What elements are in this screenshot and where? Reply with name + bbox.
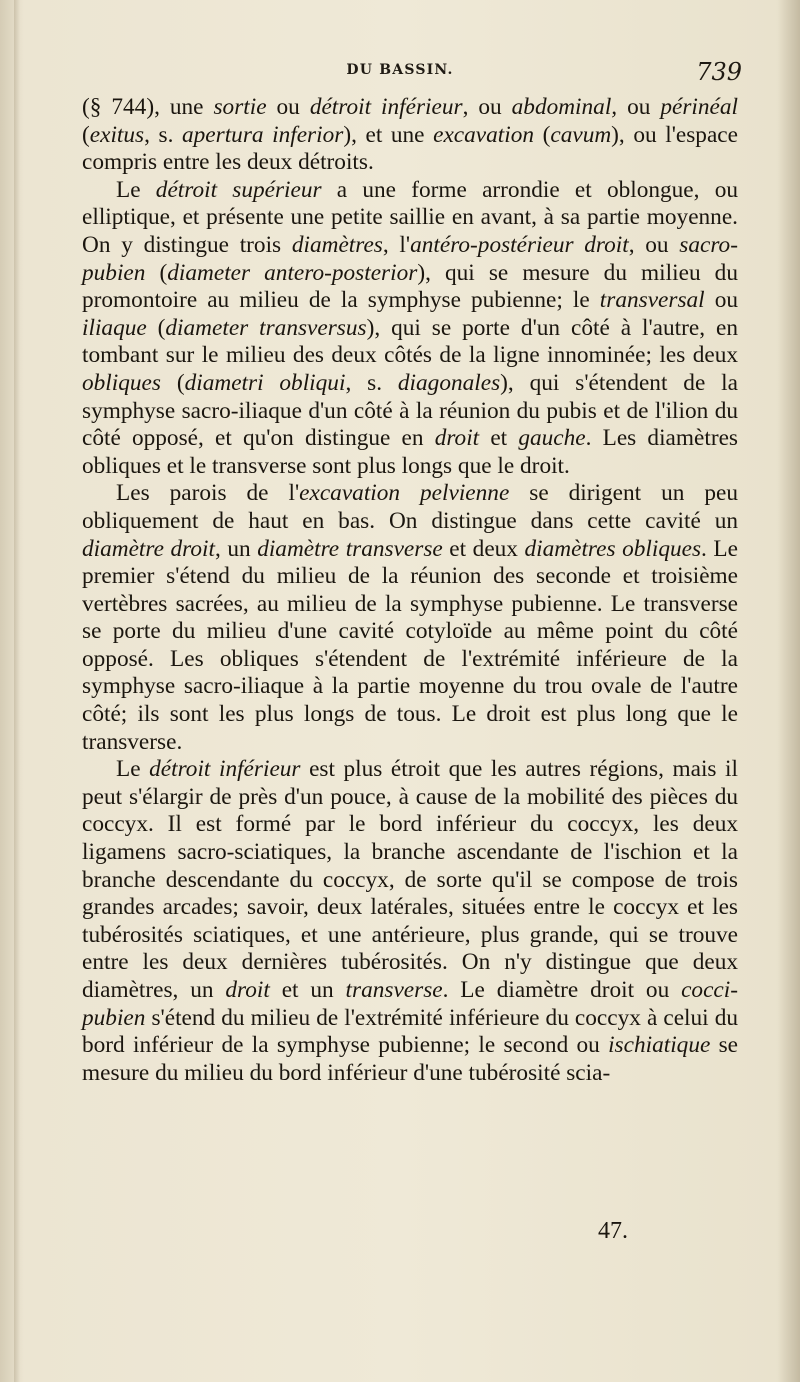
text-run: , un [214,535,258,562]
italic-term: droit [434,425,480,452]
italic-term: cavum [550,121,612,148]
page-number: 739 [696,58,742,86]
text-run: ( [534,121,551,148]
italic-term: iliaque [82,314,147,341]
text-run: ), qui se mesure du milieu du promontoire au milieu de la symphyse pubienne; le [82,259,738,314]
italic-term: obliques [82,369,161,396]
page-header [0,58,800,88]
text-run: est plus étroit que les autres régions, mais il peut s'élargir de près d'un pouce, à cause de la mobilité des pièces du coccyx. Il est formé par le bord inférieur du coccyx, les deux ligamens sacro-sciatiques, la branche ascendante de l'ischion et la branche descendante du coccyx, de sorte qu'il se compose de trois grandes arcades; savoir, deux latérales, situées entre le coccyx et les tubérosités sciatiques, et une antérieure, plus grande, qui se trouve entre les deux dernières tubérosités. On n'y distingue que deux diamètres, un [82,756,738,1003]
text-run: , ou [628,231,680,258]
text-run: Le [116,176,156,203]
text-run: a une forme arrondie et oblongue, ou elliptique, et présente une petite saillie en avant, à sa partie moyenne. On y distingue trois [82,176,738,258]
text-run: ( [145,259,168,286]
text-run: ou [617,94,661,120]
text-run: Les parois de l' [116,480,300,507]
italic-term: détroit inférieur [309,94,463,120]
text-run: (§ 744), une [82,94,214,120]
text-run: se dirigent un peu obliquement de haut en bas. On distingue dans cette cavité un [82,480,738,534]
italic-term: droit [225,977,270,1003]
italic-term: transverse [345,977,443,1003]
text-run: , ou [462,94,512,120]
italic-term: apertura inferior [182,121,344,148]
text-run: se mesure du milieu du bord inférieur d'une tubérosité scia- [82,1032,738,1086]
italic-term: diamètre droit [82,535,215,562]
text-run: . Le diamètre droit ou [442,977,682,1003]
text-run: s'étend du milieu de l'extrémité inférieure du coccyx à celui du bord inférieur de la symphyse pubienne; le second ou [82,1004,738,1059]
italic-term: abdominal, [511,94,618,120]
text-run: et deux [442,535,525,562]
text-run: ), qui se porte d'un côté à l'autre, en tombant sur le milieu des deux côtés de la ligne innominée; les deux [82,314,738,369]
text-run: , s. [144,121,182,148]
text-run: ( [82,121,90,148]
italic-term: diameter transversus [165,314,367,341]
text-run: ( [160,369,185,396]
text-run: . Le premier s'étend du milieu de la réunion des seconde et troisième vertèbres sacrées, au milieu de la symphyse pubienne. Le transverse se porte du milieu d'une cavité cotyloïde au même point du côté opposé. Les obliques s'étendent de l'extrémité inférieure de la symphyse sacro-iliaque à la partie moyenne du trou ovale de l'autre côté; ils sont les plus longs de tous. Le droit est plus long que le transverse. [82,535,738,755]
italic-term: transversal [599,287,705,314]
paragraph [82,177,738,481]
italic-term: diamètres obliques [524,535,702,562]
body-text [82,94,738,1087]
paragraph [82,94,738,177]
italic-term: sortie [213,94,267,120]
text-run: ou [704,287,738,314]
italic-term: cocci-pubien [82,977,738,1031]
italic-term: diagonales [397,369,501,396]
text-run: ou [266,94,310,120]
italic-term: détroit inférieur [149,756,301,783]
italic-term: antéro-postérieur droit [410,231,629,258]
italic-term: sacro-pubien [82,231,738,286]
running-title: DU BASSIN. [346,62,454,78]
italic-term: diamètre transverse [257,535,443,562]
text-run: , s. [345,369,398,396]
italic-term: diametri obliqui [184,369,346,396]
italic-term: excavation [433,121,535,148]
text-run: Le [116,756,150,783]
italic-term: diameter antero-posterior [167,259,418,286]
paragraph [82,756,738,1087]
text-run: ), qui s'étendent de la symphyse sacro-iliaque d'un côté à la réunion du pubis et de l'ilion du côté opposé, et qu'on distingue en [82,369,738,452]
signature-mark: 47. [598,1218,628,1244]
italic-term: exitus [89,121,145,148]
italic-term: gauche [518,425,586,452]
italic-term: périnéal [660,94,739,120]
italic-term: détroit supérieur [155,176,322,203]
paragraph [82,480,738,756]
text-run: et un [269,977,346,1003]
text-run: ), et une [343,121,434,148]
text-run: ( [146,314,166,341]
italic-term: excavation pelvienne [299,480,510,507]
text-run: et [479,425,519,452]
text-run: , l' [382,231,411,258]
text-run: ), ou l'espace compris entre les deux détroits. [82,121,738,176]
text-run: . Les diamètres obliques et le transverse sont plus longs que le droit. [82,425,738,479]
italic-term: diamètres [291,231,383,258]
italic-term: ischiatique [608,1032,711,1059]
